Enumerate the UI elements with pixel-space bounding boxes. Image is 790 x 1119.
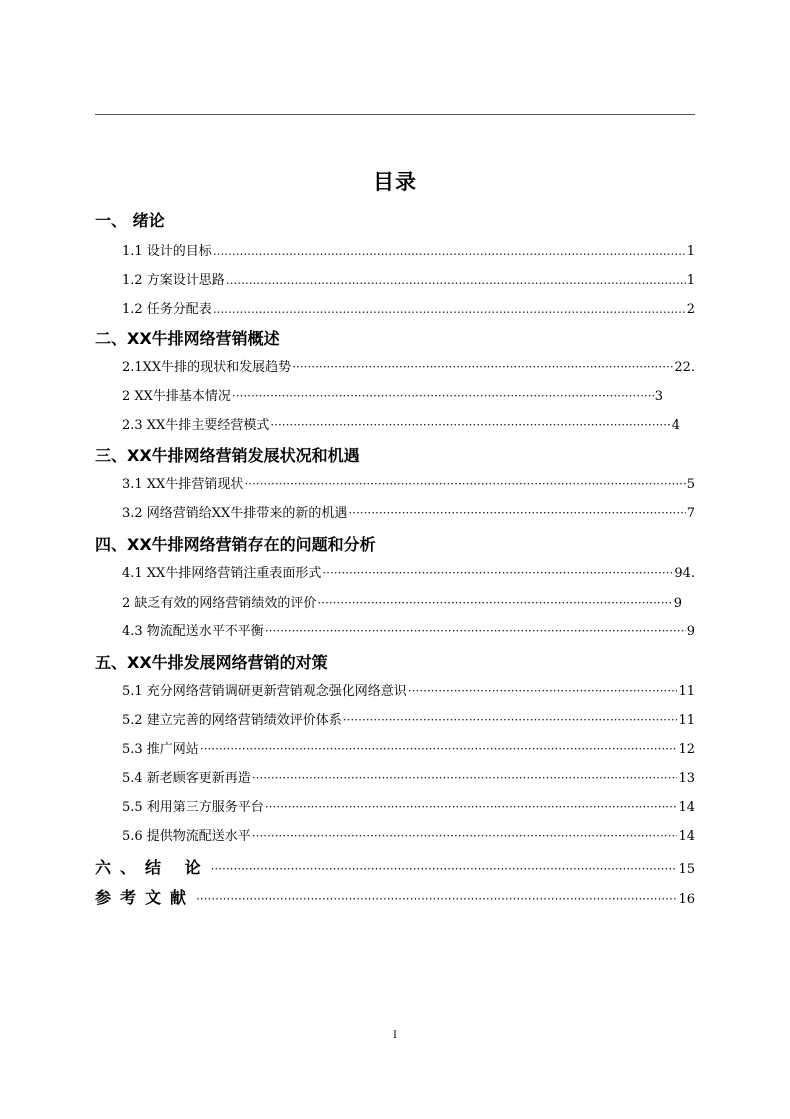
toc-section[interactable]	[122, 796, 695, 815]
toc-entry-text: 三、XX牛排网络营销发展状况和机遇	[95, 446, 360, 465]
toc-section[interactable]	[122, 502, 695, 521]
toc-section[interactable]	[122, 620, 695, 639]
toc-entry-text: 3.2 网络营销给XX牛排带来的新的机遇	[122, 506, 348, 521]
dot-leader	[232, 389, 654, 403]
toc-chapter[interactable]	[95, 326, 695, 349]
dot-leader	[265, 800, 678, 814]
toc-section[interactable]	[122, 709, 695, 728]
toc-entry-text: 1.1 设计的目标	[122, 244, 212, 259]
toc-chapter[interactable]	[95, 532, 695, 555]
toc-page-number: 14	[678, 800, 695, 815]
dot-leader	[343, 713, 678, 727]
toc-entry-text: 5.4 新老顾客更新再造	[122, 771, 251, 786]
toc-entry-text: 4.1 XX牛排网络营销注重表面形式	[122, 566, 322, 581]
dot-leader	[200, 742, 678, 756]
toc-page-number: 11	[678, 713, 695, 728]
dot-leader	[213, 244, 686, 258]
page-number: I	[393, 1030, 397, 1041]
toc-entry-text: 2.3 XX牛排主要经营模式	[122, 418, 270, 433]
toc-chapter[interactable]	[95, 650, 695, 673]
toc-entry-text: 一、 绪论	[95, 211, 165, 230]
toc-section[interactable]	[122, 825, 695, 844]
dot-leader	[348, 506, 685, 520]
toc-section[interactable]	[122, 767, 695, 786]
toc-section[interactable]	[122, 298, 695, 317]
toc-page-number: 7	[686, 506, 695, 521]
toc-page-number: 1	[686, 273, 695, 288]
toc-entry-text: 参考文献	[95, 888, 196, 907]
toc-page-number: 22.	[674, 360, 695, 375]
toc-title: 目录	[373, 170, 417, 194]
toc-section[interactable]	[122, 680, 695, 699]
toc-page-number: 13	[678, 771, 695, 786]
toc-section[interactable]	[122, 473, 695, 492]
dot-leader	[317, 596, 672, 610]
dot-leader	[270, 418, 670, 432]
toc-entry-text: 1.2 任务分配表	[122, 302, 212, 317]
toc-page-number: 9	[673, 596, 682, 611]
dot-leader	[213, 302, 686, 316]
toc-entry-text: 5.3 推广网站	[122, 742, 199, 757]
toc-entry-text: 1.2 方案设计思路	[122, 273, 225, 288]
dot-leader	[196, 892, 677, 906]
toc-section[interactable]	[122, 562, 695, 581]
toc-section[interactable]	[122, 592, 682, 611]
dot-leader	[265, 624, 686, 638]
header-rule	[95, 114, 695, 115]
toc-chapter[interactable]	[95, 885, 695, 908]
toc-page-number: 9	[686, 624, 695, 639]
toc-page-number: 3	[654, 389, 663, 404]
toc-section[interactable]	[122, 385, 663, 404]
toc-entry-text: 二、XX牛排网络营销概述	[95, 329, 280, 348]
toc-page-number: 4	[671, 418, 680, 433]
toc-entry-text: 3.1 XX牛排营销现状	[122, 477, 244, 492]
toc-page-number: 2	[686, 302, 695, 317]
dot-leader	[244, 477, 685, 491]
toc-entry-text: 六、结 论	[95, 858, 210, 877]
toc-section[interactable]	[122, 269, 695, 288]
toc-page-number: 94.	[674, 566, 695, 581]
toc-page-number: 14	[678, 829, 695, 844]
toc-entry-text: 2.1XX牛排的现状和发展趋势	[122, 360, 292, 375]
toc-chapter[interactable]	[95, 208, 695, 231]
dot-leader	[322, 566, 673, 580]
toc-section[interactable]	[122, 356, 695, 375]
toc-section[interactable]	[122, 240, 695, 259]
toc-entry-text: 5.1 充分网络营销调研更新营销观念强化网络意识	[122, 684, 407, 699]
toc-chapter[interactable]	[95, 443, 695, 466]
toc-page-number: 12	[678, 742, 695, 757]
dot-leader	[252, 771, 678, 785]
dot-leader	[211, 862, 678, 876]
toc-entry-text: 2 缺乏有效的网络营销绩效的评价	[122, 596, 317, 611]
toc-entry-text: 5.2 建立完善的网络营销绩效评价体系	[122, 713, 342, 728]
toc-entry-text: 5.5 利用第三方服务平台	[122, 800, 264, 815]
toc-entry-text: 四、XX牛排网络营销存在的问题和分析	[95, 535, 376, 554]
toc-page-number: 1	[686, 244, 695, 259]
dot-leader	[252, 829, 678, 843]
dot-leader	[226, 273, 686, 287]
toc-section[interactable]	[122, 414, 680, 433]
toc-chapter[interactable]	[95, 855, 695, 878]
toc-section[interactable]	[122, 738, 695, 757]
toc-entry-text: 五、XX牛排发展网络营销的对策	[95, 653, 328, 672]
dot-leader	[292, 360, 673, 374]
toc-page-number: 5	[686, 477, 695, 492]
toc-entry-text: 5.6 提供物流配送水平	[122, 829, 251, 844]
toc-page-number: 15	[678, 862, 695, 877]
toc-entry-text: 2 XX牛排基本情况	[122, 389, 231, 404]
toc-page-number: 11	[678, 684, 695, 699]
dot-leader	[408, 684, 678, 698]
toc-page-number: 16	[678, 892, 695, 907]
toc-entry-text: 4.3 物流配送水平不平衡	[122, 624, 264, 639]
